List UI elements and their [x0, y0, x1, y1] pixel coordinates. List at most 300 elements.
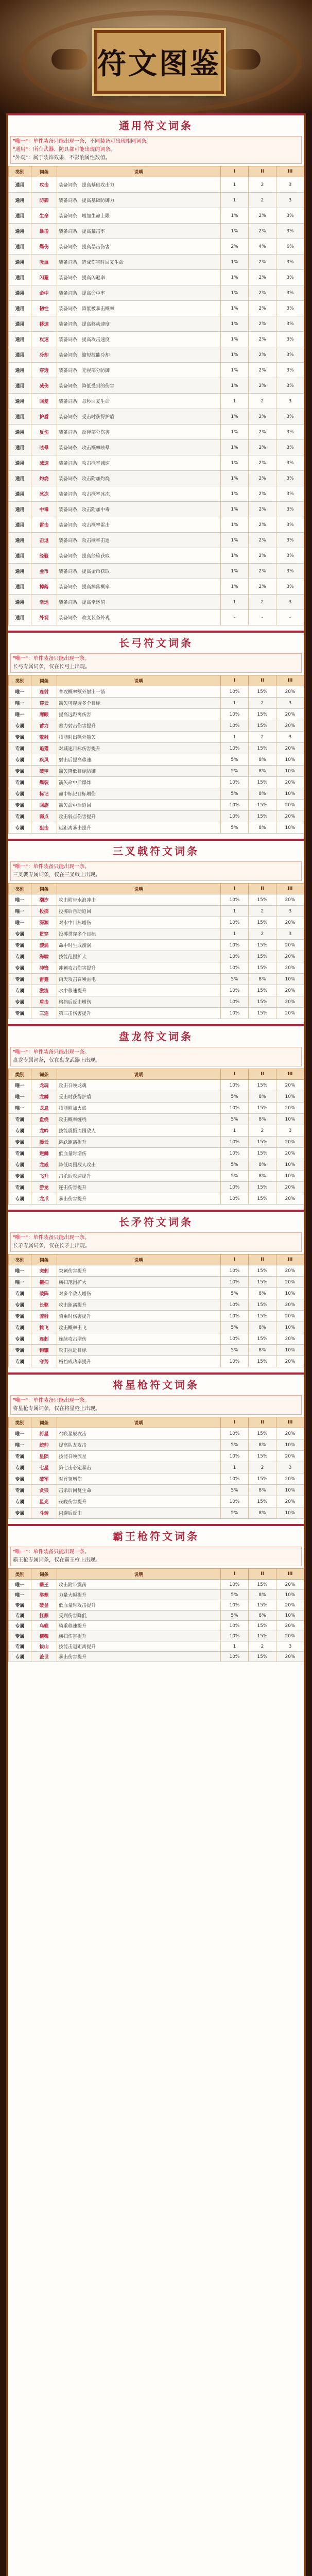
table-row: [9, 394, 304, 409]
row-value-tier-1: 5%: [221, 788, 249, 800]
table-row: [9, 564, 304, 579]
column-header: II: [249, 166, 276, 177]
row-value-tier-3: 20%: [276, 743, 304, 754]
row-value-tier-2: 15%: [249, 1008, 276, 1019]
row-value-tier-2: 2%: [249, 564, 276, 579]
row-value-tier-2: 2%: [249, 440, 276, 455]
section-note: "唯一"：单件装备只能出现一条。: [13, 1398, 90, 1403]
row-value-tier-2: 2%: [249, 378, 276, 394]
table-row: [9, 1473, 304, 1485]
row-rune-name: 蓄力: [31, 720, 57, 732]
row-description: 击杀后攻速提升: [57, 1171, 221, 1182]
row-value-tier-1: 10%: [221, 1148, 249, 1159]
row-category: 通用: [9, 533, 31, 548]
row-rune-name: 盖世: [31, 1652, 57, 1662]
row-category: 专属: [9, 928, 31, 940]
row-rune-name: 弱点: [31, 811, 57, 822]
row-rune-name: 挑飞: [31, 1322, 57, 1333]
row-value-tier-3: 20%: [276, 1008, 304, 1019]
row-rune-name: 深渊: [31, 917, 57, 928]
row-category: 通用: [9, 471, 31, 486]
row-category: 专属: [9, 974, 31, 985]
row-description: 装备词条，攻击概率眩晕: [57, 440, 221, 455]
row-description: 横扫范围扩大: [57, 1277, 221, 1288]
row-value-tier-2: 15%: [249, 811, 276, 822]
table-row: [9, 1345, 304, 1356]
table-row: [9, 347, 304, 363]
row-value-tier-1: 1: [221, 394, 249, 409]
row-rune-name: 爆伤: [31, 239, 57, 255]
table-row: [9, 533, 304, 548]
section-notes: [10, 861, 302, 881]
row-category: 专属: [9, 1641, 31, 1652]
row-description: 技能震慑周围敌人: [57, 1125, 221, 1137]
row-value-tier-2: 2%: [249, 347, 276, 363]
row-description: 装备词条，降低被暴击概率: [57, 301, 221, 316]
table-header-row: [9, 166, 304, 177]
row-value-tier-1: 1%: [221, 270, 249, 285]
row-value-tier-2: 2%: [249, 285, 276, 301]
row-value-tier-2: 15%: [249, 951, 276, 962]
row-category: 专属: [9, 1182, 31, 1193]
column-header: 说明: [57, 1255, 221, 1265]
row-rune-name: 贪狼: [31, 1485, 57, 1496]
section-note: "通用"：所有武器、防具都可能出现的词条。: [13, 147, 116, 152]
row-value-tier-3: 20%: [276, 800, 304, 811]
rune-section: [8, 1372, 304, 1524]
table-row: [9, 425, 304, 440]
table-row: [9, 548, 304, 564]
row-description: 装备词条，提高经验获取: [57, 548, 221, 564]
row-rune-name: 贯穿: [31, 928, 57, 940]
row-value-tier-2: 2: [249, 1125, 276, 1137]
table-row: [9, 743, 304, 754]
column-header: 类别: [9, 675, 31, 686]
row-description: 装备词条，提高基础防御力: [57, 193, 221, 208]
row-value-tier-2: 15%: [249, 1182, 276, 1193]
row-description: 装备词条，提高金币获取: [57, 564, 221, 579]
row-value-tier-3: 10%: [276, 1345, 304, 1356]
row-value-tier-1: 1: [221, 177, 249, 193]
table-row: [9, 1125, 304, 1137]
row-value-tier-2: 2%: [249, 255, 276, 270]
row-value-tier-3: 3: [276, 177, 304, 193]
row-rune-name: 命中: [31, 285, 57, 301]
row-description: 攻击概率击飞: [57, 1322, 221, 1333]
row-category: 通用: [9, 285, 31, 301]
table-row: [9, 378, 304, 394]
table-row: [9, 686, 304, 698]
row-value-tier-1: 1%: [221, 533, 249, 548]
table-row: [9, 270, 304, 285]
row-value-tier-1: 5%: [221, 1590, 249, 1600]
section-spacer: [8, 1662, 304, 1667]
row-rune-name: 闪避: [31, 270, 57, 285]
row-value-tier-3: 3%: [276, 363, 304, 378]
row-value-tier-1: 10%: [221, 686, 249, 698]
row-value-tier-3: 20%: [276, 1103, 304, 1114]
rune-table: [8, 1254, 304, 1367]
row-category: 唯一: [9, 917, 31, 928]
row-value-tier-1: -: [221, 610, 249, 625]
row-value-tier-3: 10%: [276, 1611, 304, 1621]
section-title: 霸王枪符文词条: [8, 1526, 304, 1547]
row-description: 受到伤害降低: [57, 1611, 221, 1621]
column-header: II: [249, 1069, 276, 1080]
row-value-tier-2: 4%: [249, 239, 276, 255]
row-value-tier-2: 2: [249, 1462, 276, 1473]
column-header: II: [249, 1417, 276, 1428]
column-header: III: [276, 166, 304, 177]
row-value-tier-2: 15%: [249, 1103, 276, 1114]
row-value-tier-3: 20%: [276, 996, 304, 1008]
row-value-tier-1: 1%: [221, 378, 249, 394]
section-title: 通用符文词条: [8, 115, 304, 136]
section-note: "唯一"：单件装备只能出现一条，不同装备可出现相同词条。: [13, 139, 152, 144]
row-description: 冲刺攻击伤害提升: [57, 962, 221, 974]
row-value-tier-3: 3%: [276, 548, 304, 564]
row-value-tier-2: 2%: [249, 502, 276, 517]
row-category: 专属: [9, 1171, 31, 1182]
row-value-tier-3: 20%: [276, 1580, 304, 1590]
row-value-tier-1: 1%: [221, 347, 249, 363]
row-value-tier-1: 1%: [221, 208, 249, 224]
banner-left-ornament-icon: [51, 49, 88, 70]
row-rune-name: 激流: [31, 985, 57, 996]
row-category: 专属: [9, 1125, 31, 1137]
row-category: 专属: [9, 985, 31, 996]
row-category: 通用: [9, 332, 31, 347]
row-rune-name: 乌骓: [31, 1621, 57, 1631]
row-value-tier-1: 1%: [221, 440, 249, 455]
table-row: [9, 1148, 304, 1159]
row-category: 专属: [9, 788, 31, 800]
row-description: 技能附加火焰: [57, 1103, 221, 1114]
row-category: 通用: [9, 394, 31, 409]
row-category: 专属: [9, 811, 31, 822]
row-category: 专属: [9, 720, 31, 732]
row-value-tier-3: 20%: [276, 1600, 304, 1611]
table-row: [9, 1299, 304, 1311]
row-rune-name: 三连: [31, 1008, 57, 1019]
row-description: 格挡后反击增伤: [57, 996, 221, 1008]
row-description: 装备词条，提高暴击率: [57, 224, 221, 239]
row-value-tier-2: 15%: [249, 709, 276, 720]
row-category: 专属: [9, 1621, 31, 1631]
row-value-tier-3: 3%: [276, 409, 304, 425]
row-category: 唯一: [9, 686, 31, 698]
table-row: [9, 1193, 304, 1205]
table-row: [9, 1091, 304, 1103]
table-row: [9, 894, 304, 906]
row-description: 技能击退距离提升: [57, 1641, 221, 1652]
row-rune-name: 海啸: [31, 951, 57, 962]
rune-section: [8, 631, 304, 839]
row-value-tier-3: 20%: [276, 894, 304, 906]
row-rune-name: 星陨: [31, 1451, 57, 1462]
row-value-tier-2: 8%: [249, 1091, 276, 1103]
column-header: 类别: [9, 166, 31, 177]
row-value-tier-1: 10%: [221, 1580, 249, 1590]
row-value-tier-2: 15%: [249, 962, 276, 974]
row-rune-name: 飞升: [31, 1171, 57, 1182]
row-category: 唯一: [9, 698, 31, 709]
table-row: [9, 1277, 304, 1288]
table-row: [9, 985, 304, 996]
row-value-tier-1: 1: [221, 906, 249, 917]
row-value-tier-2: 15%: [249, 1080, 276, 1091]
table-row: [9, 332, 304, 347]
column-header: II: [249, 675, 276, 686]
table-row: [9, 1311, 304, 1322]
row-value-tier-1: 1%: [221, 285, 249, 301]
row-value-tier-2: 2: [249, 193, 276, 208]
row-value-tier-1: 1%: [221, 301, 249, 316]
row-description: 骑乘时伤害提升: [57, 1311, 221, 1322]
row-value-tier-2: 2%: [249, 455, 276, 471]
row-value-tier-3: 6%: [276, 239, 304, 255]
table-row: [9, 1580, 304, 1590]
row-rune-name: 龙息: [31, 1103, 57, 1114]
row-description: 骑乘移速提升: [57, 1621, 221, 1631]
table-row: [9, 517, 304, 533]
column-header: 说明: [57, 675, 221, 686]
rune-table: [8, 1568, 304, 1662]
row-description: 技能召唤流星: [57, 1451, 221, 1462]
row-value-tier-2: 2: [249, 732, 276, 743]
table-row: [9, 471, 304, 486]
row-description: 装备词条，攻击概率击退: [57, 533, 221, 548]
row-value-tier-2: 8%: [249, 754, 276, 766]
row-value-tier-1: 2%: [221, 239, 249, 255]
row-description: 攻击召唤龙魂: [57, 1080, 221, 1091]
row-category: 通用: [9, 517, 31, 533]
row-value-tier-2: 2: [249, 928, 276, 940]
row-value-tier-3: 3%: [276, 455, 304, 471]
row-value-tier-1: 10%: [221, 1137, 249, 1148]
row-description: 远距离暴击提升: [57, 822, 221, 834]
row-description: 装备词条，缩短技能冷却: [57, 347, 221, 363]
row-rune-name: 突刺: [31, 1265, 57, 1277]
row-value-tier-2: 15%: [249, 917, 276, 928]
row-rune-name: 韧性: [31, 301, 57, 316]
row-value-tier-1: 1%: [221, 224, 249, 239]
row-value-tier-3: 20%: [276, 1080, 304, 1091]
row-rune-name: 连刺: [31, 1333, 57, 1345]
row-value-tier-1: 10%: [221, 743, 249, 754]
table-row: [9, 1451, 304, 1462]
row-category: 通用: [9, 486, 31, 502]
row-category: 专属: [9, 1652, 31, 1662]
row-value-tier-3: 10%: [276, 974, 304, 985]
row-value-tier-3: 3: [276, 595, 304, 610]
table-row: [9, 732, 304, 743]
row-rune-name: 暴击: [31, 224, 57, 239]
row-value-tier-2: 2%: [249, 270, 276, 285]
table-row: [9, 928, 304, 940]
row-description: 普攻概率额外射出一箭: [57, 686, 221, 698]
row-value-tier-2: 15%: [249, 1621, 276, 1631]
rune-table: [8, 1069, 304, 1205]
row-value-tier-3: 20%: [276, 1148, 304, 1159]
row-rune-name: 中毒: [31, 502, 57, 517]
row-category: 专属: [9, 1193, 31, 1205]
row-value-tier-1: 10%: [221, 811, 249, 822]
row-value-tier-1: 1: [221, 193, 249, 208]
row-value-tier-1: 10%: [221, 985, 249, 996]
row-value-tier-1: 1%: [221, 363, 249, 378]
row-value-tier-2: 2: [249, 394, 276, 409]
column-header: III: [276, 1569, 304, 1580]
row-value-tier-2: 8%: [249, 788, 276, 800]
row-value-tier-1: 10%: [221, 894, 249, 906]
row-value-tier-2: 2%: [249, 363, 276, 378]
column-header: 词条: [31, 675, 57, 686]
row-value-tier-2: 2%: [249, 208, 276, 224]
row-value-tier-1: 5%: [221, 1288, 249, 1299]
row-value-tier-3: 20%: [276, 1631, 304, 1641]
row-value-tier-3: -: [276, 610, 304, 625]
row-value-tier-3: 3%: [276, 486, 304, 502]
row-description: 召唤星辰攻击: [57, 1428, 221, 1439]
row-rune-name: 拔山: [31, 1641, 57, 1652]
row-value-tier-2: 15%: [249, 1148, 276, 1159]
row-rune-name: 回复: [31, 394, 57, 409]
row-category: 专属: [9, 951, 31, 962]
row-rune-name: 扛鼎: [31, 1611, 57, 1621]
section-spacer: [8, 1367, 304, 1372]
row-rune-name: 霸王: [31, 1580, 57, 1590]
row-value-tier-1: 10%: [221, 1265, 249, 1277]
row-category: 专属: [9, 962, 31, 974]
row-value-tier-2: 2%: [249, 425, 276, 440]
row-description: 箭矢命中后返回: [57, 800, 221, 811]
column-header: 说明: [57, 166, 221, 177]
row-value-tier-3: 20%: [276, 720, 304, 732]
row-value-tier-2: 2%: [249, 533, 276, 548]
row-category: 通用: [9, 595, 31, 610]
table-row: [9, 800, 304, 811]
row-value-tier-3: 20%: [276, 1182, 304, 1193]
row-value-tier-1: 1%: [221, 332, 249, 347]
row-rune-name: 龙爪: [31, 1193, 57, 1205]
row-description: 装备词条，提高命中率: [57, 285, 221, 301]
row-value-tier-1: 5%: [221, 1159, 249, 1171]
row-value-tier-2: 15%: [249, 1137, 276, 1148]
row-value-tier-3: 3%: [276, 440, 304, 455]
row-value-tier-3: 20%: [276, 1311, 304, 1322]
row-value-tier-1: 10%: [221, 1496, 249, 1507]
row-rune-name: 回旋: [31, 800, 57, 811]
row-category: 通用: [9, 270, 31, 285]
row-value-tier-1: 5%: [221, 1345, 249, 1356]
row-value-tier-3: 20%: [276, 1473, 304, 1485]
row-description: 格挡成功率提升: [57, 1356, 221, 1367]
table-row: [9, 996, 304, 1008]
row-description: 水中移速提升: [57, 985, 221, 996]
row-value-tier-1: 10%: [221, 951, 249, 962]
row-value-tier-3: 3: [276, 394, 304, 409]
table-row: [9, 766, 304, 777]
row-rune-name: 追猎: [31, 743, 57, 754]
section-title: 盘龙符文词条: [8, 1026, 304, 1047]
row-rune-name: 标记: [31, 788, 57, 800]
row-rune-name: 冲锋: [31, 962, 57, 974]
row-value-tier-2: 15%: [249, 1428, 276, 1439]
row-category: 专属: [9, 1462, 31, 1473]
row-category: 专属: [9, 1148, 31, 1159]
row-description: 射击后提高移速: [57, 754, 221, 766]
table-row: [9, 1159, 304, 1171]
row-rune-name: 爆裂: [31, 777, 57, 788]
row-value-tier-2: 2%: [249, 224, 276, 239]
row-value-tier-1: 1%: [221, 255, 249, 270]
row-value-tier-2: 15%: [249, 1277, 276, 1288]
row-value-tier-1: 10%: [221, 800, 249, 811]
row-value-tier-3: 10%: [276, 766, 304, 777]
row-value-tier-2: 15%: [249, 1299, 276, 1311]
row-value-tier-3: 10%: [276, 1485, 304, 1496]
row-category: 通用: [9, 208, 31, 224]
row-category: 通用: [9, 363, 31, 378]
row-rune-name: 横槊: [31, 1631, 57, 1641]
row-description: 装备词条，攻击概率雷击: [57, 517, 221, 533]
row-description: 对水中目标增伤: [57, 917, 221, 928]
section-spacer: [8, 1205, 304, 1210]
row-rune-name: 连射: [31, 686, 57, 698]
row-value-tier-1: 5%: [221, 1322, 249, 1333]
row-value-tier-1: 10%: [221, 1600, 249, 1611]
table-row: [9, 486, 304, 502]
row-category: 通用: [9, 255, 31, 270]
row-rune-name: 破釜: [31, 1600, 57, 1611]
row-value-tier-1: 10%: [221, 720, 249, 732]
row-value-tier-2: 2%: [249, 579, 276, 595]
rune-section: [8, 1024, 304, 1210]
row-value-tier-3: 3%: [276, 378, 304, 394]
row-value-tier-3: 10%: [276, 1114, 304, 1125]
row-value-tier-3: 3%: [276, 502, 304, 517]
row-value-tier-2: 8%: [249, 1288, 276, 1299]
table-row: [9, 440, 304, 455]
row-value-tier-2: 2: [249, 906, 276, 917]
row-description: 装备词条，降低受到的伤害: [57, 378, 221, 394]
table-row: [9, 1080, 304, 1091]
row-value-tier-2: 8%: [249, 974, 276, 985]
row-value-tier-3: 3: [276, 1125, 304, 1137]
page-title: 符文图鉴: [97, 47, 221, 81]
row-value-tier-2: 2: [249, 1641, 276, 1652]
row-value-tier-3: 10%: [276, 1091, 304, 1103]
column-header: III: [276, 1255, 304, 1265]
row-value-tier-3: 20%: [276, 811, 304, 822]
row-description: 提高远距离伤害: [57, 709, 221, 720]
section-spacer: [8, 625, 304, 631]
table-header-row: [9, 1569, 304, 1580]
row-value-tier-1: 1%: [221, 455, 249, 471]
row-category: 通用: [9, 409, 31, 425]
table-header-row: [9, 1255, 304, 1265]
row-rune-name: 移速: [31, 316, 57, 332]
section-note: "唯一"：单件装备只能出现一条。: [13, 656, 90, 662]
row-description: 攻击拉近目标: [57, 1345, 221, 1356]
row-description: 装备词条，造成伤害时回复生命: [57, 255, 221, 270]
row-value-tier-3: 3: [276, 906, 304, 917]
row-rune-name: 投掷: [31, 906, 57, 917]
row-value-tier-2: 15%: [249, 996, 276, 1008]
table-row: [9, 193, 304, 208]
column-header: II: [249, 884, 276, 894]
